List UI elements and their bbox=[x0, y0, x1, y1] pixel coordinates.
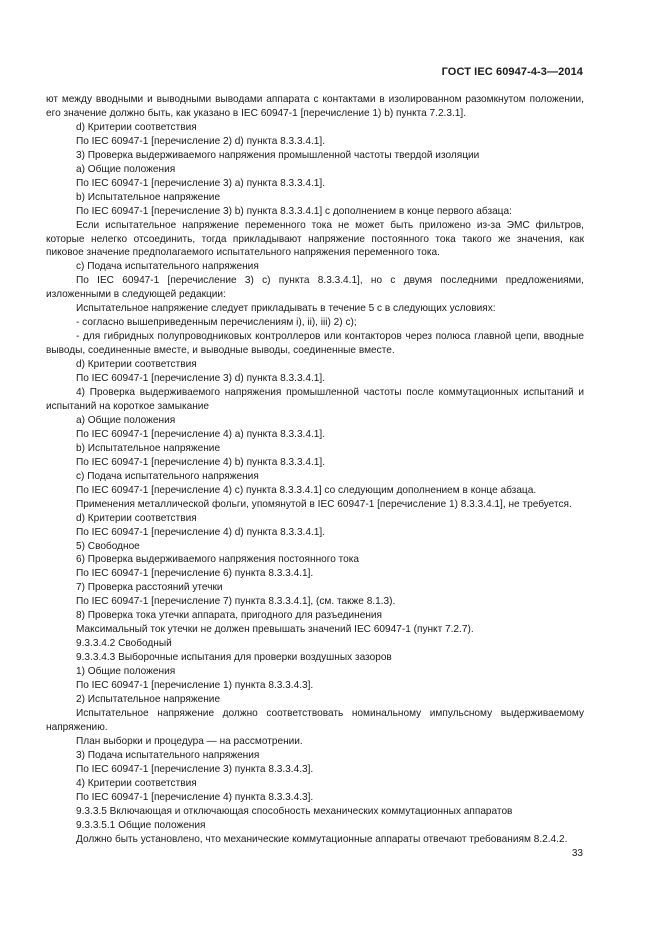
paragraph: По IEC 60947-1 [перечисление 7) пункта 8.3.3.4.1], (см. также 8.1.3). bbox=[76, 596, 396, 608]
paragraph: 9.3.3.4.3 Выборочные испытания для проверки воздушных зазоров bbox=[76, 652, 392, 664]
paragraph: 7) Проверка расстояний утечки bbox=[76, 582, 223, 594]
paragraph: ют между вводными и выводными выводами аппарата с контактами в изолированном разомкнутом положении, его значение должно быть, как указано в IEC 60947-1 [перечисление 1) b) пункта 7.2.3.1]. bbox=[46, 94, 584, 119]
paragraph: 2) Испытательное напряжение bbox=[76, 693, 221, 705]
paragraph: 6) Проверка выдерживаемого напряжения постоянного тока bbox=[76, 554, 360, 566]
paragraph: 4) Критерии соответствия bbox=[76, 777, 197, 789]
paragraph: 5) Свободное bbox=[76, 540, 140, 552]
paragraph: 3) Проверка выдерживаемого напряжения промышленной частоты твердой изоляции bbox=[76, 149, 480, 161]
paragraph: 1) Общие положения bbox=[76, 666, 176, 678]
paragraph: Применения металлической фольги, упомянутой в IEC 60947-1 [перечисление 1) 8.3.3.4.1], не требуется. bbox=[76, 498, 572, 510]
paragraph: По IEC 60947-1 [перечисление 4) d) пункта 8.3.3.4.1]. bbox=[76, 526, 326, 538]
document-header: ГОСТ IEC 60947-4-3—2014 bbox=[441, 66, 583, 78]
paragraph: a) Общие положения bbox=[76, 414, 176, 426]
paragraph: По IEC 60947-1 [перечисление 3) a) пункта 8.3.3.4.1]. bbox=[76, 177, 326, 189]
paragraph: По IEC 60947-1 [перечисление 3) пункта 8.3.3.4.3]. bbox=[76, 763, 314, 775]
paragraph: c) Подача испытательного напряжения bbox=[76, 470, 259, 482]
paragraph: b) Испытательное напряжение bbox=[76, 191, 221, 203]
paragraph: Максимальный ток утечки не должен превышать значений IEC 60947-1 (пункт 7.2.7). bbox=[76, 624, 474, 636]
paragraph: По IEC 60947-1 [перечисление 4) c) пункта 8.3.3.4.1] со следующим дополнением в конце абзаца. bbox=[76, 484, 537, 496]
paragraph: План выборки и процедура — на рассмотрении. bbox=[76, 735, 303, 747]
paragraph: c) Подача испытательного напряжения bbox=[76, 261, 259, 273]
paragraph: - для гибридных полупроводниковых контроллеров или контакторов через полюса главной цепи, вводные выводы, соединенные вместе, и выводные выводы, соединенные вместе. bbox=[46, 331, 584, 357]
paragraph: d) Критерии соответствия bbox=[76, 121, 197, 133]
paragraph: 9.3.3.4.2 Свободный bbox=[76, 638, 172, 650]
paragraph: По IEC 60947-1 [перечисление 4) пункта 8.3.3.4.3]. bbox=[76, 791, 314, 803]
paragraph: a) Общие положения bbox=[76, 163, 176, 175]
paragraph: По IEC 60947-1 [перечисление 3) b) пункта 8.3.3.4.1] с дополнением в конце первого абзаца: bbox=[76, 205, 512, 217]
paragraph: По IEC 60947-1 [перечисление 4) b) пункта 8.3.3.4.1]. bbox=[76, 456, 326, 468]
paragraph: По IEC 60947-1 [перечисление 3) d) пункта 8.3.3.4.1]. bbox=[76, 373, 326, 385]
paragraph: Испытательное напряжение следует прикладывать в течение 5 с в следующих условиях: bbox=[76, 303, 496, 315]
paragraph: 9.3.3.5.1 Общие положения bbox=[76, 819, 206, 831]
paragraph: 4) Проверка выдерживаемого напряжения промышленной частоты после коммутационных испытаний и испытаний на короткое замыкание bbox=[46, 387, 584, 412]
paragraph: По IEC 60947-1 [перечисление 3) c) пункта 8.3.3.4.1], но с двумя последними предложениями, изложенными в следующей редакции: bbox=[46, 275, 584, 301]
paragraph: - согласно вышеприведенным перечислениям i), ii), iii) 2) c); bbox=[76, 317, 357, 329]
page-number: 33 bbox=[571, 848, 583, 859]
paragraph: По IEC 60947-1 [перечисление 6) пункта 8.3.3.4.1]. bbox=[76, 568, 314, 580]
paragraph: Если испытательное напряжение переменного тока не может быть приложено из-за ЭМС фильтров, которые нелегко отсоединить, тогда прикладывают напряжение постоянного тока такого же значения, как пиковое значение предполагаемого испытательного напряжения переменного тока. bbox=[46, 219, 584, 259]
paragraph: 3) Подача испытательного напряжения bbox=[76, 749, 260, 761]
paragraph: d) Критерии соответствия bbox=[76, 359, 197, 371]
paragraph: b) Испытательное напряжение bbox=[76, 442, 221, 454]
paragraph: 9.3.3.5 Включающая и отключающая способность механических коммутационных аппаратов bbox=[76, 805, 513, 817]
document-body bbox=[46, 93, 584, 846]
paragraph: По IEC 60947-1 [перечисление 1) пункта 8.3.3.4.3]. bbox=[76, 680, 314, 692]
paragraph: 8) Проверка тока утечки аппарата, пригодного для разъединения bbox=[76, 610, 383, 622]
paragraph: Испытательное напряжение должно соответствовать номинальному импульсному выдерживаемому напряжению. bbox=[46, 707, 584, 733]
paragraph: По IEC 60947-1 [перечисление 2) d) пункта 8.3.3.4.1]. bbox=[76, 135, 326, 147]
paragraph: d) Критерии соответствия bbox=[76, 512, 197, 524]
paragraph: По IEC 60947-1 [перечисление 4) a) пункта 8.3.3.4.1]. bbox=[76, 428, 326, 440]
paragraph: Должно быть установлено, что механические коммутационные аппараты отвечают требованиям 8.2.4.2. bbox=[76, 833, 568, 845]
